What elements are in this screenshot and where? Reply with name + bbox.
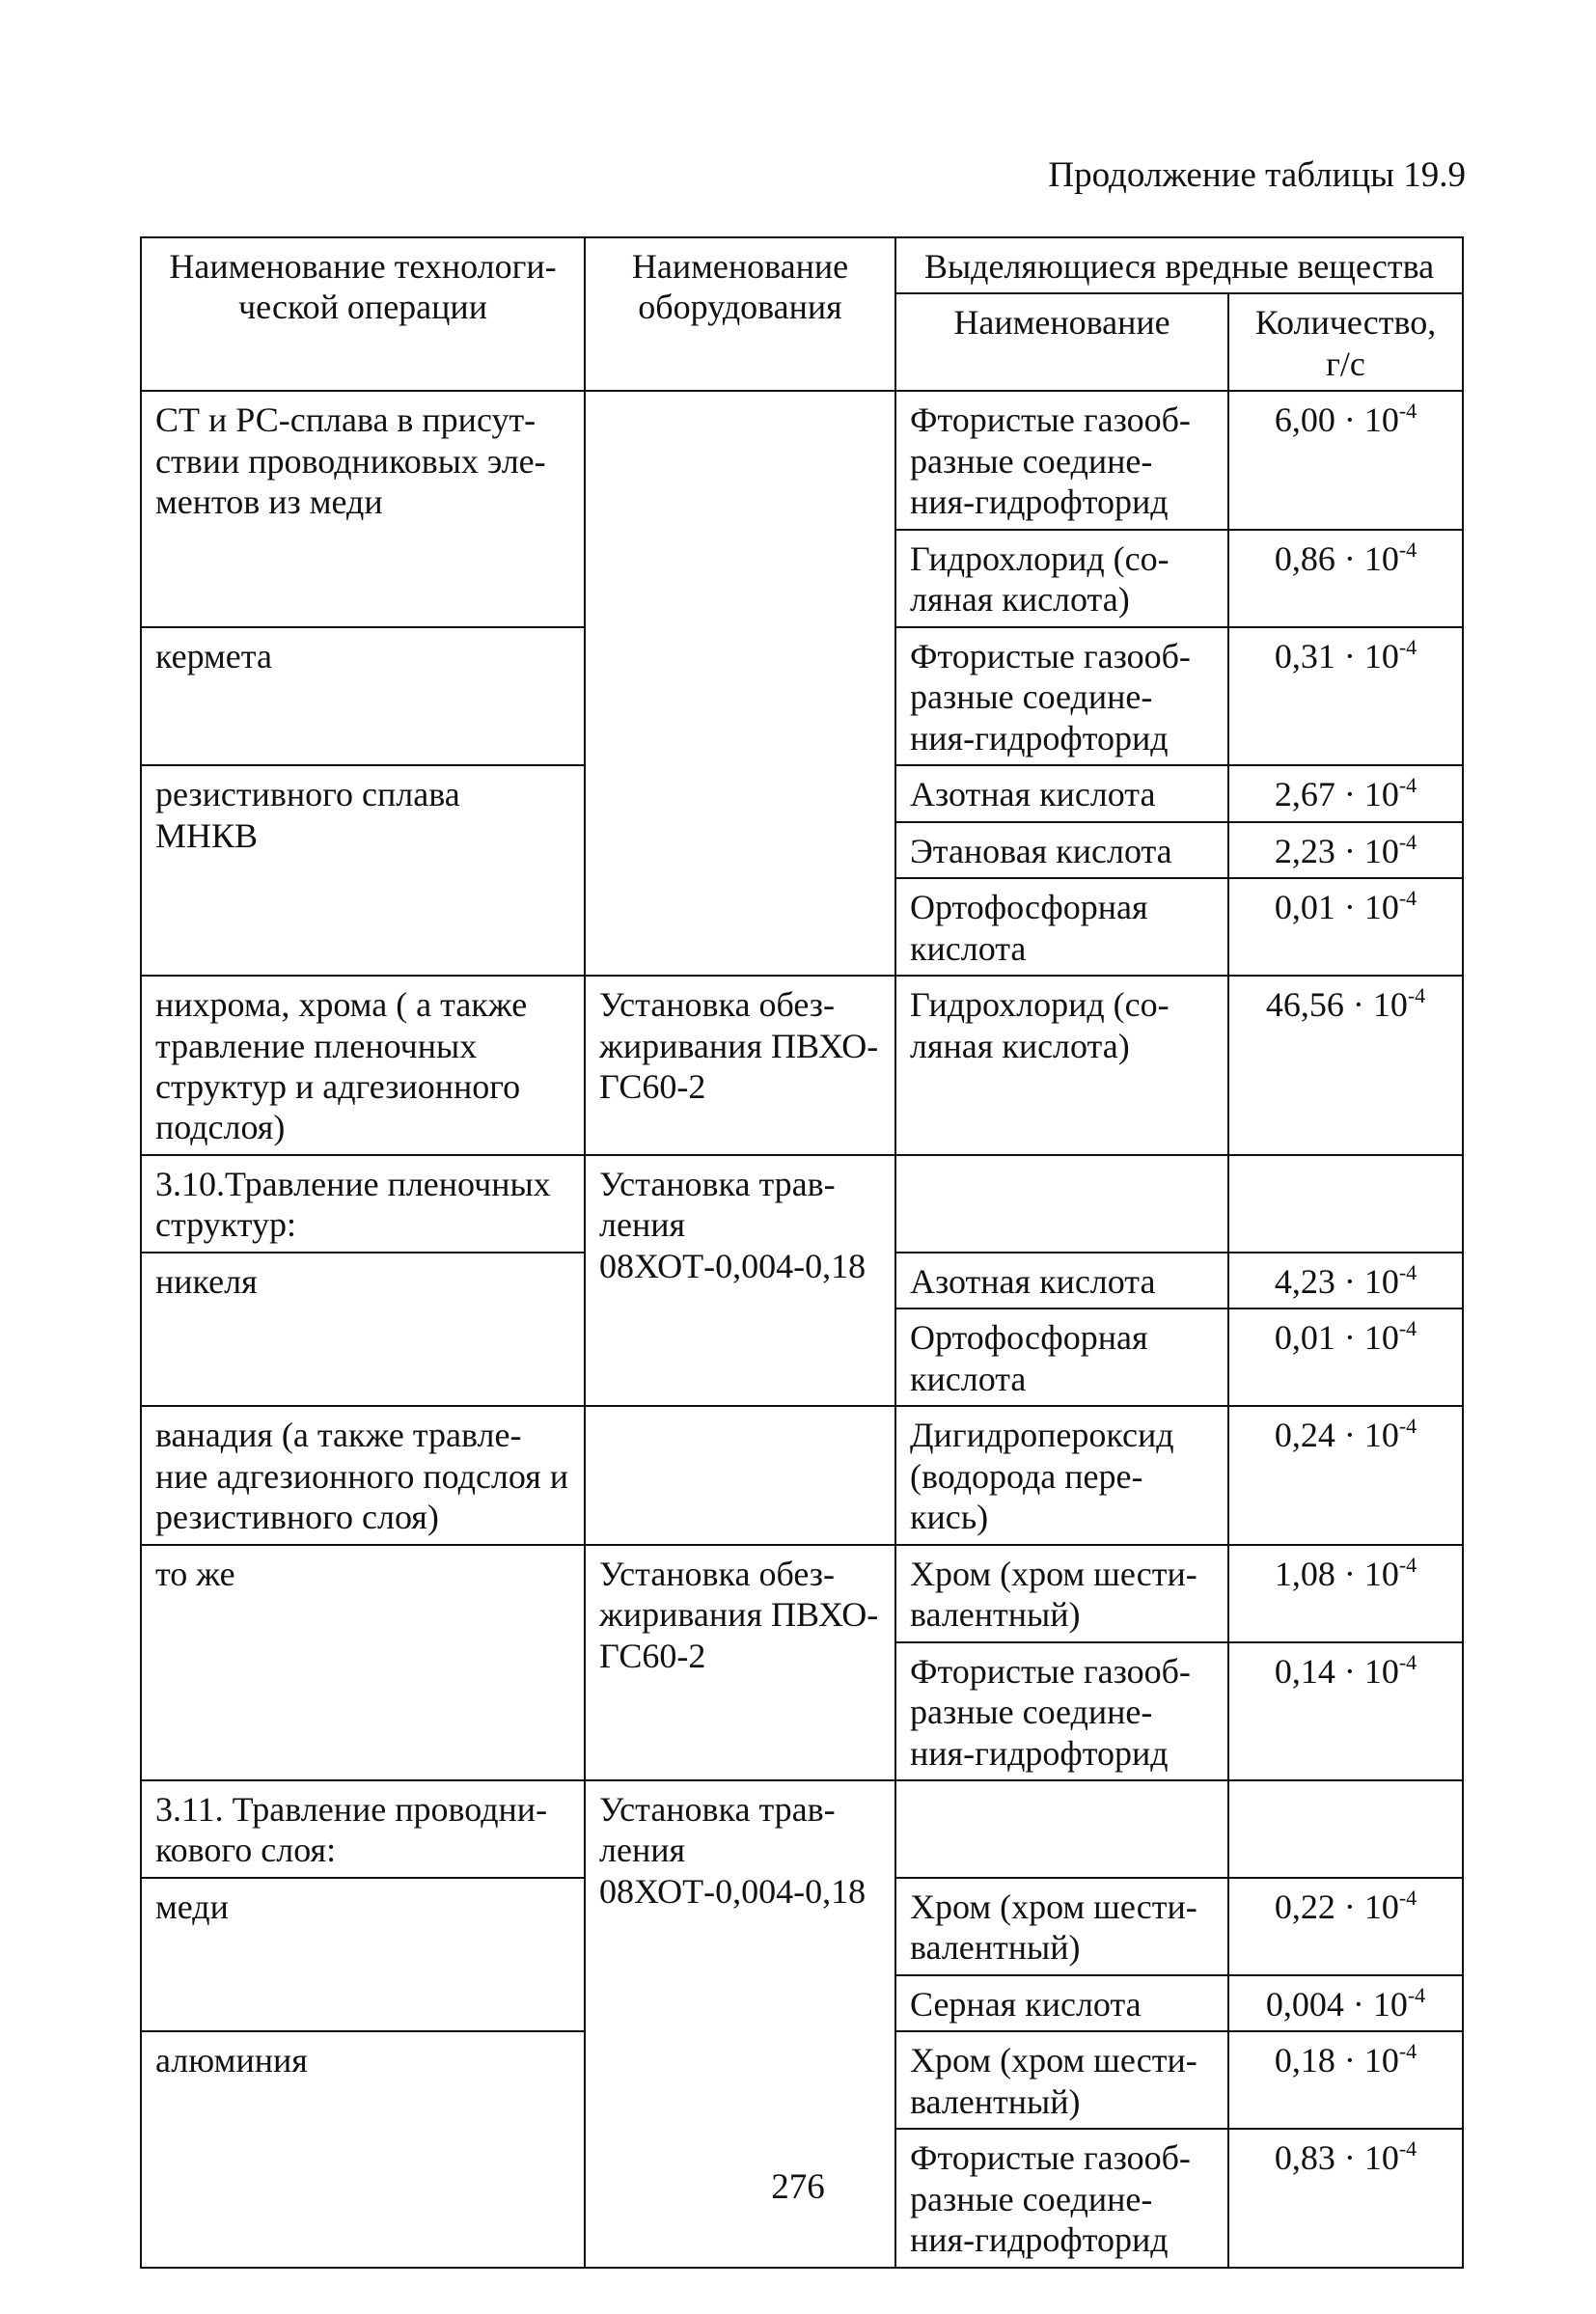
operation-cell: то же xyxy=(141,1545,585,1780)
table-caption: Продолжение таблицы 19.9 xyxy=(1048,155,1466,195)
quantity-cell: $0,01 \cdot 10^{-4}$ xyxy=(1228,878,1463,976)
header-substance-name: Наименование xyxy=(895,293,1228,391)
operation-cell: меди xyxy=(141,1878,585,2031)
quantity-cell: $0,004 \cdot 10^{-4}$ xyxy=(1228,1975,1463,2031)
operation-cell: никеля xyxy=(141,1253,585,1406)
quantity-cell-empty xyxy=(1228,1155,1463,1253)
quantity-cell: $0,14 \cdot 10^{-4}$ xyxy=(1228,1642,1463,1780)
substance-name: Фтористые газооб-разные соедине-ния-гидрофторид xyxy=(895,391,1228,529)
substance-name: Ортофосфорная кислота xyxy=(895,878,1228,976)
operation-cell: резистивного сплава МНКВ xyxy=(141,765,585,976)
substance-name: Фтористые газооб-разные соедине-ния-гидрофторид xyxy=(895,627,1228,765)
quantity-cell: $0,31 \cdot 10^{-4}$ xyxy=(1228,627,1463,765)
page-number: 276 xyxy=(771,2167,825,2207)
quantity-cell: $6,00 \cdot 10^{-4}$ xyxy=(1228,391,1463,529)
operation-cell: ванадия (а также травле-ние адгезионного подслоя и резистивного слоя) xyxy=(141,1406,585,1544)
operation-cell: алюминия xyxy=(141,2031,585,2267)
substance-name-empty xyxy=(895,1780,1228,1878)
quantity-cell: $2,67 \cdot 10^{-4}$ xyxy=(1228,765,1463,821)
quantity-cell: $2,23 \cdot 10^{-4}$ xyxy=(1228,822,1463,878)
quantity-cell: $0,83 \cdot 10^{-4}$ xyxy=(1228,2129,1463,2267)
substance-name: Хром (хром шести-валентный) xyxy=(895,1545,1228,1642)
header-equipment: Наименование оборудования xyxy=(585,237,895,391)
header-operation: Наименование технологи-ческой операции xyxy=(141,237,585,391)
substance-name: Дигидропероксид (водорода пере-кись) xyxy=(895,1406,1228,1544)
substance-name-empty xyxy=(895,1155,1228,1253)
equipment-cell-empty xyxy=(585,1406,895,1544)
quantity-cell: $1,08 \cdot 10^{-4}$ xyxy=(1228,1545,1463,1642)
header-substances: Выделяющиеся вредные вещества xyxy=(895,237,1463,293)
operation-cell: кермета xyxy=(141,627,585,765)
quantity-cell-empty xyxy=(1228,1780,1463,1878)
equipment-cell: Установка трав-ления 08ХОТ-0,004-0,18 xyxy=(585,1780,895,2268)
quantity-cell: $0,86 \cdot 10^{-4}$ xyxy=(1228,530,1463,627)
quantity-cell: $46,56 \cdot 10^{-4}$ xyxy=(1228,976,1463,1155)
operation-cell: СТ и РС-сплава в присут-ствии проводниковых эле-ментов из меди xyxy=(141,391,585,626)
quantity-cell: $0,18 \cdot 10^{-4}$ xyxy=(1228,2031,1463,2129)
quantity-cell: $4,23 \cdot 10^{-4}$ xyxy=(1228,1253,1463,1309)
substance-name: Гидрохлорид (со-ляная кислота) xyxy=(895,976,1228,1155)
operation-cell: 3.10.Травление пленочных структур: xyxy=(141,1155,585,1253)
substance-name: Серная кислота xyxy=(895,1975,1228,2031)
substance-name: Хром (хром шести-валентный) xyxy=(895,1878,1228,1975)
operation-cell: нихрома, хрома ( а также травление пленочных структур и адгезионного подслоя) xyxy=(141,976,585,1155)
operation-cell: 3.11. Травление проводни-кового слоя: xyxy=(141,1780,585,1878)
quantity-cell: $0,01 \cdot 10^{-4}$ xyxy=(1228,1309,1463,1406)
substance-name: Фтористые газооб-разные соедине-ния-гидрофторид xyxy=(895,1642,1228,1780)
substance-name: Ортофосфорная кислота xyxy=(895,1309,1228,1406)
substance-name: Хром (хром шести-валентный) xyxy=(895,2031,1228,2129)
substance-name: Азотная кислота xyxy=(895,765,1228,821)
equipment-cell: Установка обез-жиривания ПВХО-ГС60-2 xyxy=(585,976,895,1155)
substance-name: Этановая кислота xyxy=(895,822,1228,878)
header-quantity: Количество, г/с xyxy=(1228,293,1463,391)
equipment-cell-empty xyxy=(585,391,895,976)
equipment-cell: Установка трав-ления 08ХОТ-0,004-0,18 xyxy=(585,1155,895,1406)
quantity-cell: $0,24 \cdot 10^{-4}$ xyxy=(1228,1406,1463,1544)
equipment-cell: Установка обез-жиривания ПВХО-ГС60-2 xyxy=(585,1545,895,1780)
quantity-cell: $0,22 \cdot 10^{-4}$ xyxy=(1228,1878,1463,1975)
substance-name: Гидрохлорид (со-ляная кислота) xyxy=(895,530,1228,627)
emissions-table xyxy=(140,236,1464,2269)
substance-name: Фтористые газооб-разные соедине-ния-гидрофторид xyxy=(895,2129,1228,2267)
substance-name: Азотная кислота xyxy=(895,1253,1228,1309)
